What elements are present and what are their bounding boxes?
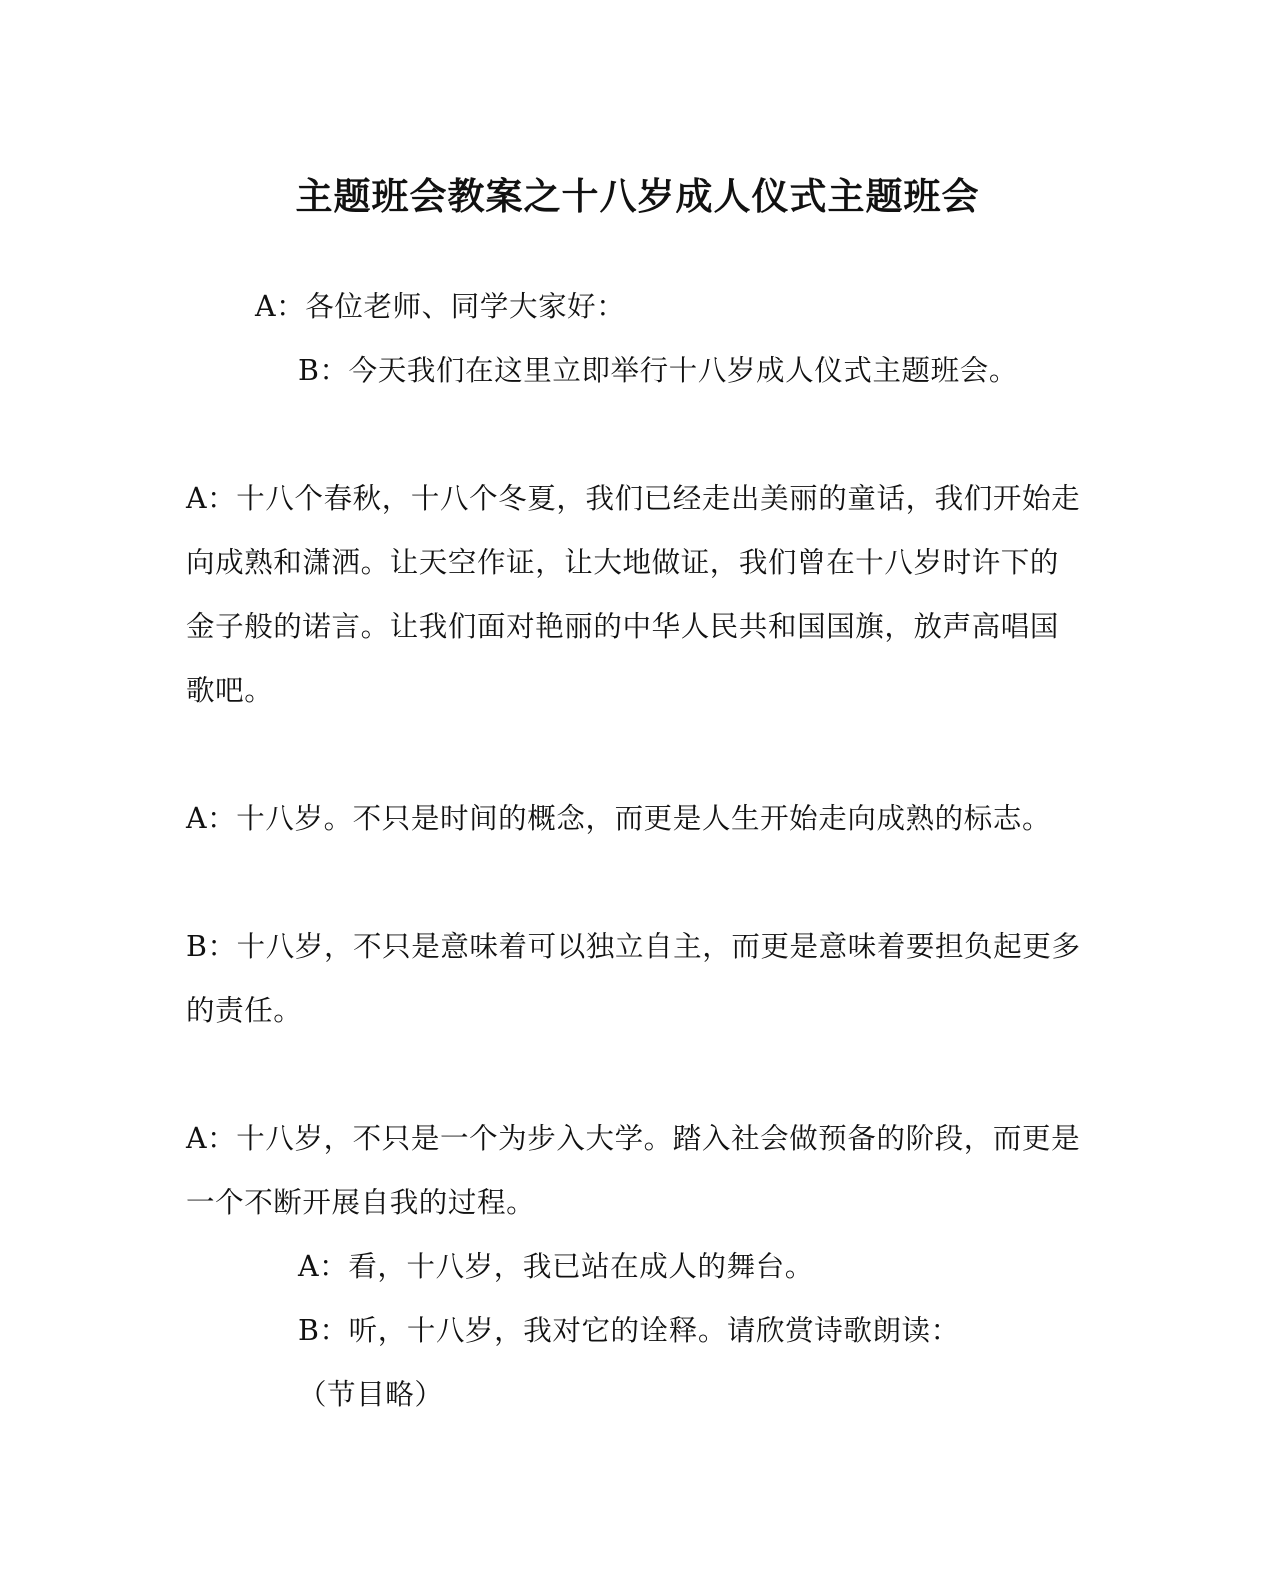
dialogue-line: 向成熟和潇洒。让天空作证，让大地做证，我们曾在十八岁时许下的: [186, 546, 1060, 579]
dialogue-line: A：看，十八岁，我已站在成人的舞台。: [298, 1250, 814, 1283]
stage-note: （节目略）: [298, 1378, 444, 1411]
dialogue-line: A：十八岁。不只是时间的概念，而更是人生开始走向成熟的标志。: [186, 802, 1052, 835]
dialogue-line: 一个不断开展自我的过程。: [186, 1186, 536, 1219]
document-title: 主题班会教案之十八岁成人仪式主题班会: [295, 174, 980, 218]
dialogue-line: B：今天我们在这里立即举行十八岁成人仪式主题班会。: [298, 354, 1018, 387]
dialogue-line: A：十八个春秋，十八个冬夏，我们已经走出美丽的童话，我们开始走: [186, 482, 1081, 515]
dialogue-line: 歌吧。: [186, 674, 274, 707]
dialogue-line: 金子般的诺言。让我们面对艳丽的中华人民共和国国旗，放声高唱国: [186, 610, 1060, 643]
dialogue-line: B：听，十八岁，我对它的诠释。请欣赏诗歌朗读：: [298, 1314, 960, 1347]
dialogue-line: A：十八岁，不只是一个为步入大学。踏入社会做预备的阶段，而更是: [186, 1122, 1081, 1155]
dialogue-line: B：十八岁，不只是意味着可以独立自主，而更是意味着要担负起更多: [186, 930, 1081, 963]
dialogue-line: 的责任。: [186, 994, 303, 1027]
dialogue-line: A：各位老师、同学大家好：: [255, 290, 626, 323]
